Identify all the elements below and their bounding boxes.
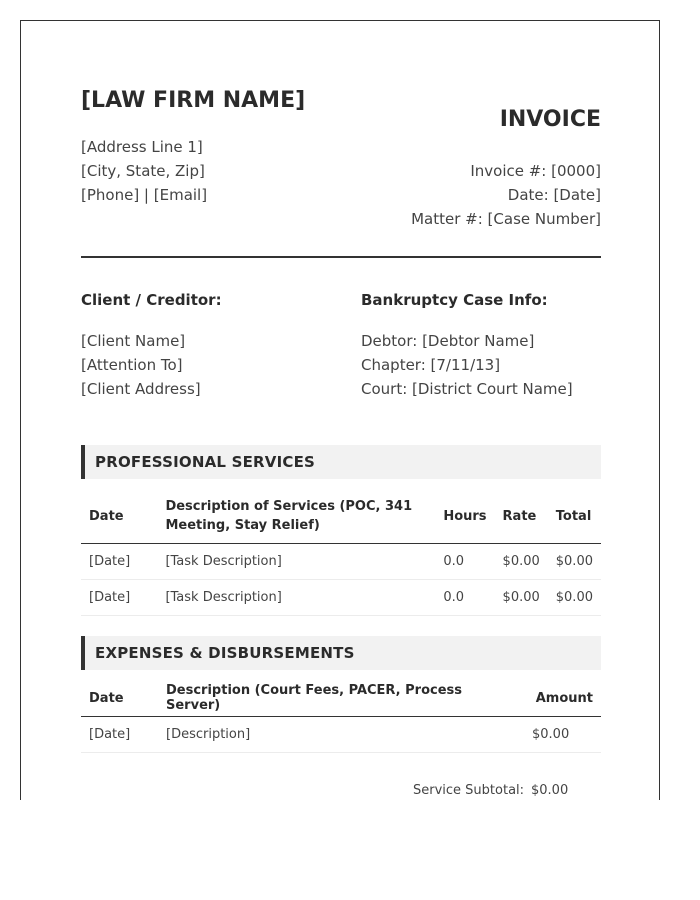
service-total: $0.00 bbox=[548, 544, 601, 580]
service-hours: 0.0 bbox=[435, 544, 494, 580]
invoice-matter: Matter #: [Case Number] bbox=[411, 210, 601, 228]
client-heading: Client / Creditor: bbox=[81, 291, 222, 309]
case-chapter: Chapter: [7/11/13] bbox=[361, 356, 501, 374]
expenses-section-title: EXPENSES & DISBURSEMENTS bbox=[81, 636, 601, 670]
table-row bbox=[81, 717, 601, 753]
service-subtotal-label: Service Subtotal: bbox=[413, 783, 525, 798]
client-attention: [Attention To] bbox=[81, 356, 183, 374]
service-subtotal-value: $0.00 bbox=[531, 783, 569, 798]
expense-date: [Date] bbox=[81, 717, 158, 753]
expenses-col-date: Date bbox=[81, 680, 158, 717]
services-header-row bbox=[81, 489, 601, 544]
invoice-number: Invoice #: [0000] bbox=[470, 162, 601, 180]
expenses-header-row bbox=[81, 680, 601, 717]
case-info-heading: Bankruptcy Case Info: bbox=[361, 291, 548, 309]
case-debtor: Debtor: [Debtor Name] bbox=[361, 332, 535, 350]
client-address: [Client Address] bbox=[81, 380, 201, 398]
firm-name: [LAW FIRM NAME] bbox=[81, 88, 306, 113]
service-date: [Date] bbox=[81, 580, 157, 616]
client-block bbox=[81, 329, 201, 401]
invoice-date: Date: [Date] bbox=[507, 186, 601, 204]
services-section-title: PROFESSIONAL SERVICES bbox=[81, 445, 601, 479]
services-col-hours: Hours bbox=[435, 489, 494, 544]
invoice-title: INVOICE bbox=[499, 107, 601, 132]
case-info-block bbox=[361, 329, 573, 401]
client-name: [Client Name] bbox=[81, 332, 186, 350]
firm-address-block bbox=[81, 135, 207, 207]
services-table bbox=[81, 489, 601, 616]
services-col-total: Total bbox=[548, 489, 601, 544]
service-description: [Task Description] bbox=[157, 580, 435, 616]
firm-address-line1: [Address Line 1] bbox=[81, 138, 203, 156]
services-col-description: Description of Services (POC, 341 Meeting, Stay Relief) bbox=[157, 489, 435, 544]
service-total: $0.00 bbox=[548, 580, 601, 616]
header-divider bbox=[81, 256, 601, 258]
services-col-rate: Rate bbox=[495, 489, 548, 544]
invoice-sheet bbox=[20, 20, 660, 800]
service-hours: 0.0 bbox=[435, 580, 494, 616]
table-row bbox=[81, 580, 601, 616]
invoice-meta-block bbox=[411, 159, 601, 231]
expenses-table bbox=[81, 680, 601, 753]
service-rate: $0.00 bbox=[495, 580, 548, 616]
expenses-col-description: Description (Court Fees, PACER, Process Server) bbox=[158, 680, 524, 717]
services-col-date: Date bbox=[81, 489, 157, 544]
expenses-col-amount: Amount bbox=[524, 680, 601, 717]
service-date: [Date] bbox=[81, 544, 157, 580]
firm-city-state-zip: [City, State, Zip] bbox=[81, 162, 205, 180]
service-description: [Task Description] bbox=[157, 544, 435, 580]
table-row bbox=[81, 544, 601, 580]
expense-amount: $0.00 bbox=[524, 717, 601, 753]
expense-description: [Description] bbox=[158, 717, 524, 753]
firm-contact: [Phone] | [Email] bbox=[81, 186, 208, 204]
case-court: Court: [District Court Name] bbox=[361, 380, 573, 398]
service-rate: $0.00 bbox=[495, 544, 548, 580]
